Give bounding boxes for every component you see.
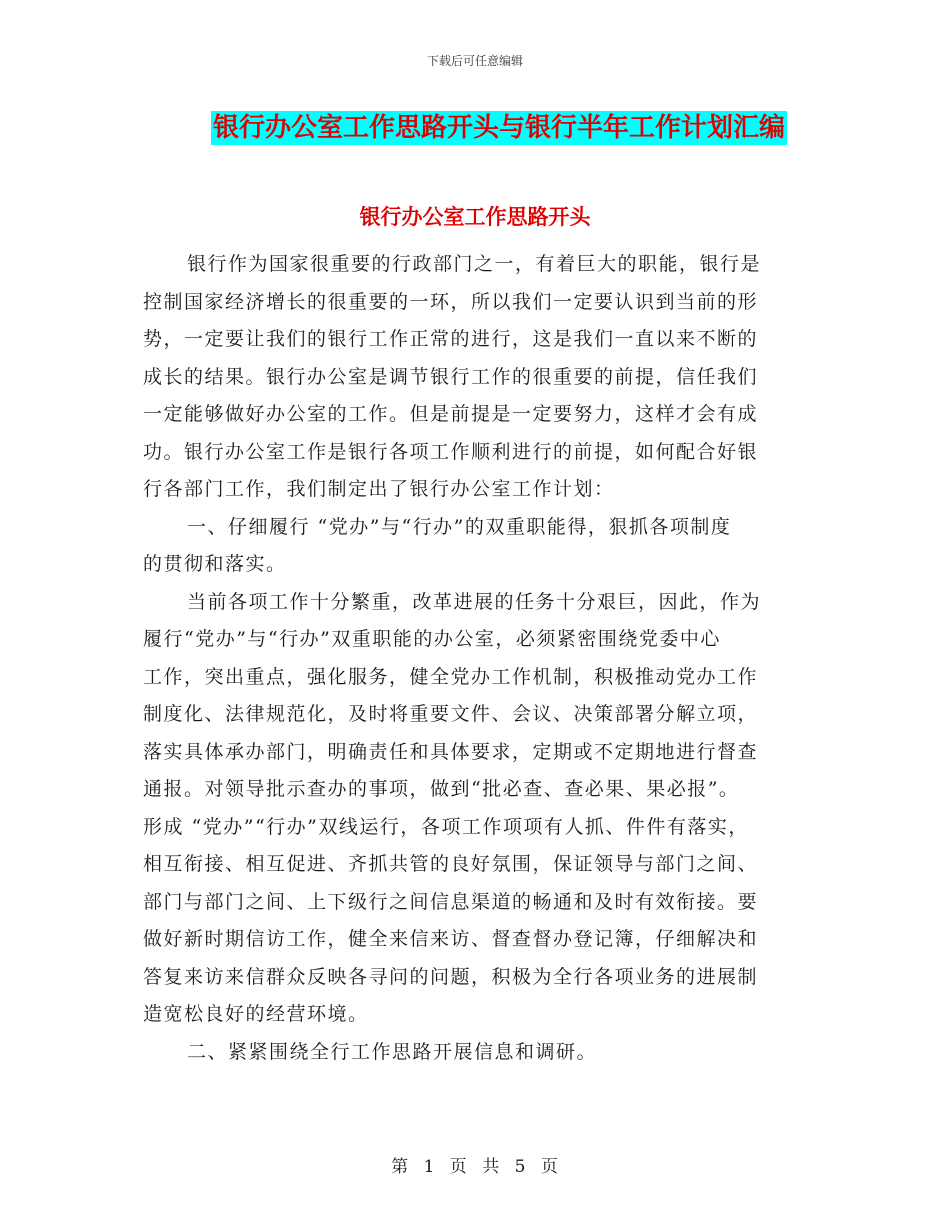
paragraph-1 (143, 246, 823, 509)
paragraph-line: 相互衔接、相互促进、齐抓共管的良好氛围，保证领导与部门之间、 (143, 853, 759, 875)
paragraph-line: 一、仔细履行 “党办”与“行办”的双重职能得，狠抓各项制度 (187, 515, 732, 538)
document-title: 银行办公室工作思路开头与银行半年工作计划汇编 (212, 113, 785, 143)
footer-suffix: 页 (540, 1157, 559, 1177)
paragraph-line: 成长的结果。银行办公室是调节银行工作的很重要的前提，信任我们 (143, 365, 759, 388)
header-note: 下载后可任意编辑 (426, 54, 523, 68)
paragraph-line: 银行作为国家很重要的行政部门之一，有着巨大的职能，银行是 (187, 253, 762, 275)
section-title: 银行办公室工作思路开头 (359, 204, 591, 229)
paragraph-4 (143, 1034, 823, 1072)
document-body (143, 246, 823, 1071)
paragraph-line: 工作，突出重点，强化服务，健全党办工作机制，积极推动党办工作 (143, 665, 759, 688)
footer-prefix: 第 (391, 1157, 410, 1177)
paragraph-line: 通报。对领导批示查办的事项，做到“批必查、查必果、果必报”。 (143, 778, 740, 800)
footer-total-pages: 5 (514, 1157, 527, 1177)
paragraph-line: 势，一定要让我们的银行工作正常的进行，这是我们一直以来不断的 (143, 328, 759, 350)
document-title-wrap (0, 111, 950, 145)
paragraph-line: 落实具体承办部门，明确责任和具体要求，定期或不定期地进行督查 (143, 740, 759, 763)
paragraph-line: 履行“党办”与“行办”双重职能的办公室，必须紧密围绕党委中心 (143, 628, 721, 650)
paragraph-line: 做好新时期信访工作，健全来信来访、督查督办登记簿，仔细解决和 (143, 928, 759, 950)
footer-total-label: 共 (482, 1157, 501, 1177)
paragraph-line: 答复来访来信群众反映各寻问的问题，积极为全行各项业务的进展制 (143, 965, 759, 988)
paragraph-line: 功。银行办公室工作是银行各项工作顺利进行的前提，如何配合好银 (143, 440, 759, 463)
paragraph-line: 造宽松良好的经营环境。 (143, 1003, 369, 1025)
footer-page-number: 1 (423, 1157, 436, 1177)
page-footer (0, 1152, 950, 1177)
paragraph-line: 的贯彻和落实。 (143, 553, 287, 575)
paragraph-line: 二、紧紧围绕全行工作思路开展信息和调研。 (187, 1040, 598, 1063)
paragraph-3 (143, 584, 823, 1034)
paragraph-line: 形成 “党办”“行办”双线运行，各项工作项项有人抓、件件有落实， (143, 815, 749, 838)
paragraph-line: 控制国家经济增长的很重要的一环，所以我们一定要认识到当前的形 (143, 290, 759, 313)
paragraph-line: 一定能够做好办公室的工作。但是前提是一定要努力，这样才会有成 (143, 403, 759, 425)
paragraph-line: 当前各项工作十分繁重，改革进展的任务十分艰巨，因此，作为 (187, 590, 762, 613)
paragraph-line: 行各部门工作，我们制定出了银行办公室工作计划： (143, 478, 615, 500)
footer-page-label: 页 (449, 1157, 468, 1177)
paragraph-line: 部门与部门之间、上下级行之间信息渠道的畅通和及时有效衔接。要 (143, 890, 759, 913)
paragraph-2 (143, 509, 823, 584)
paragraph-line: 制度化、法律规范化，及时将重要文件、会议、决策部署分解立项， (143, 703, 759, 725)
